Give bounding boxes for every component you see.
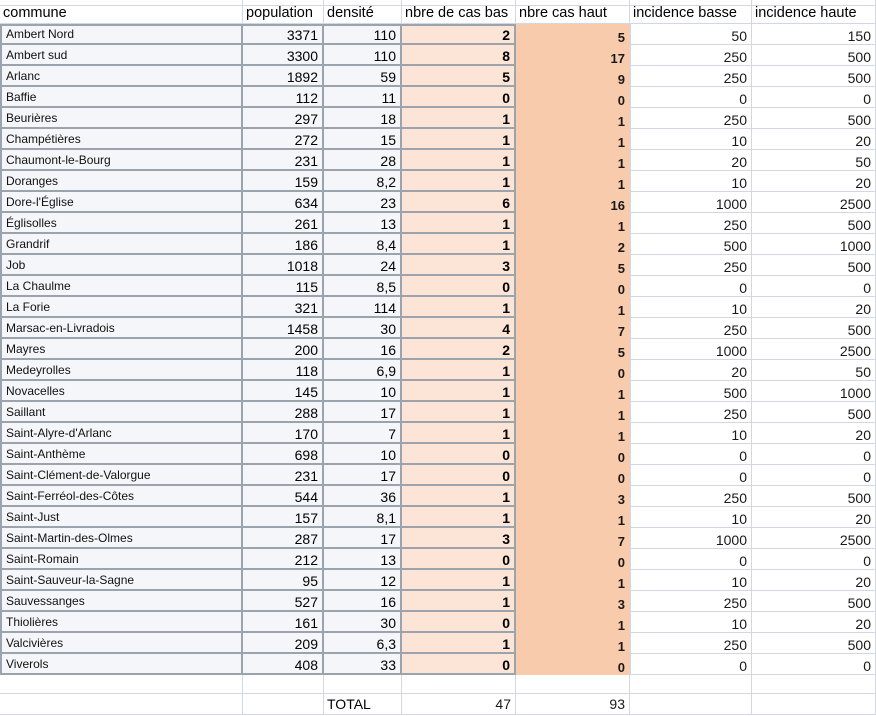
- cell-densite[interactable]: 114: [324, 297, 402, 318]
- cell-population[interactable]: 527: [243, 591, 324, 612]
- table-row: [0, 465, 876, 486]
- cell-densite[interactable]: 23: [324, 192, 402, 213]
- empty-cell[interactable]: [324, 675, 402, 694]
- cell-incidence-basse[interactable]: 250: [630, 66, 752, 87]
- cell-incidence-haute[interactable]: 20: [752, 612, 876, 633]
- cell-population[interactable]: 231: [243, 150, 324, 171]
- cell-incidence-haute[interactable]: 500: [752, 318, 876, 339]
- cell-incidence-haute[interactable]: 0: [752, 549, 876, 570]
- cell-densite[interactable]: 16: [324, 339, 402, 360]
- cell-densite[interactable]: 18: [324, 108, 402, 129]
- total-cas-haut[interactable]: 93: [516, 694, 630, 715]
- table-row: [0, 444, 876, 465]
- cell-incidence-haute[interactable]: 1000: [752, 234, 876, 255]
- cell-densite[interactable]: 8,2: [324, 171, 402, 192]
- cell-cas-bas[interactable]: 2: [402, 339, 516, 360]
- cell-cas-haut[interactable]: 1: [516, 570, 630, 591]
- total-cas-bas[interactable]: 47: [402, 694, 516, 715]
- table-row: [0, 423, 876, 444]
- cell-commune[interactable]: La Forie: [0, 297, 243, 318]
- cell-incidence-haute[interactable]: 20: [752, 423, 876, 444]
- cell-densite[interactable]: 7: [324, 423, 402, 444]
- cell-incidence-basse[interactable]: 250: [630, 318, 752, 339]
- cell-commune[interactable]: Medeyrolles: [0, 360, 243, 381]
- cell-densite[interactable]: 13: [324, 549, 402, 570]
- cell-incidence-basse[interactable]: 10: [630, 171, 752, 192]
- cell-incidence-basse[interactable]: 20: [630, 150, 752, 171]
- cell-cas-haut[interactable]: 1: [516, 108, 630, 129]
- cell-cas-bas[interactable]: 3: [402, 255, 516, 276]
- table-row: [0, 507, 876, 528]
- cell-densite[interactable]: 17: [324, 528, 402, 549]
- cell-cas-haut[interactable]: 1: [516, 213, 630, 234]
- cell-commune[interactable]: Ambert Nord: [0, 24, 243, 45]
- cell-incidence-basse[interactable]: 20: [630, 360, 752, 381]
- cell-cas-haut[interactable]: 3: [516, 591, 630, 612]
- total-label[interactable]: TOTAL: [324, 694, 402, 715]
- cell-population[interactable]: 3300: [243, 45, 324, 66]
- cell-cas-haut[interactable]: 3: [516, 486, 630, 507]
- cell-cas-haut[interactable]: 1: [516, 150, 630, 171]
- cell-commune[interactable]: Saint-Anthème: [0, 444, 243, 465]
- cell-cas-haut[interactable]: 5: [516, 339, 630, 360]
- cell-commune[interactable]: Job: [0, 255, 243, 276]
- cell-cas-haut[interactable]: 2: [516, 234, 630, 255]
- cell-cas-haut[interactable]: 0: [516, 360, 630, 381]
- cell-incidence-basse[interactable]: 250: [630, 633, 752, 654]
- column-header-cas-haut[interactable]: nbre cas haut: [516, 6, 630, 24]
- cell-population[interactable]: 212: [243, 549, 324, 570]
- cell-densite[interactable]: 6,3: [324, 633, 402, 654]
- column-header-commune[interactable]: commune: [0, 6, 243, 24]
- cell-cas-bas[interactable]: 1: [402, 213, 516, 234]
- cell-population[interactable]: 145: [243, 381, 324, 402]
- cell-incidence-haute[interactable]: 1000: [752, 381, 876, 402]
- cell-cas-haut[interactable]: 1: [516, 612, 630, 633]
- cell-incidence-haute[interactable]: 500: [752, 45, 876, 66]
- table-row: [0, 87, 876, 108]
- empty-cell[interactable]: [516, 675, 630, 694]
- cell-densite[interactable]: 30: [324, 318, 402, 339]
- cell-densite[interactable]: 17: [324, 465, 402, 486]
- cell-cas-haut[interactable]: 1: [516, 423, 630, 444]
- cell-commune[interactable]: Novacelles: [0, 381, 243, 402]
- cell-incidence-basse[interactable]: 0: [630, 87, 752, 108]
- cell-incidence-haute[interactable]: 500: [752, 213, 876, 234]
- cell-population[interactable]: 186: [243, 234, 324, 255]
- cell-commune[interactable]: Sauvessanges: [0, 591, 243, 612]
- cell-incidence-basse[interactable]: 50: [630, 24, 752, 45]
- cell-incidence-basse[interactable]: 250: [630, 486, 752, 507]
- table-row: [0, 549, 876, 570]
- cell-commune[interactable]: Beurières: [0, 108, 243, 129]
- cell-incidence-basse[interactable]: 250: [630, 45, 752, 66]
- cell-incidence-basse[interactable]: 1000: [630, 192, 752, 213]
- cell-incidence-basse[interactable]: 250: [630, 255, 752, 276]
- cell-densite[interactable]: 59: [324, 66, 402, 87]
- cell-incidence-haute[interactable]: 2500: [752, 339, 876, 360]
- empty-row: [0, 675, 876, 694]
- cell-commune[interactable]: Viverols: [0, 654, 243, 675]
- cell-population[interactable]: 408: [243, 654, 324, 675]
- cell-incidence-basse[interactable]: 500: [630, 234, 752, 255]
- cell-cas-haut[interactable]: 0: [516, 276, 630, 297]
- cell-incidence-haute[interactable]: 500: [752, 633, 876, 654]
- cell-incidence-basse[interactable]: 1000: [630, 528, 752, 549]
- cell-incidence-basse[interactable]: 10: [630, 570, 752, 591]
- cell-incidence-haute[interactable]: 20: [752, 171, 876, 192]
- table-row: [0, 171, 876, 192]
- cell-densite[interactable]: 16: [324, 591, 402, 612]
- cell-densite[interactable]: 12: [324, 570, 402, 591]
- cell-cas-bas[interactable]: 0: [402, 276, 516, 297]
- cell-cas-bas[interactable]: 2: [402, 24, 516, 45]
- cell-population[interactable]: 261: [243, 213, 324, 234]
- table-body: [0, 24, 876, 675]
- cell-cas-haut[interactable]: 0: [516, 549, 630, 570]
- cell-population[interactable]: 698: [243, 444, 324, 465]
- cell-population[interactable]: 95: [243, 570, 324, 591]
- empty-cell[interactable]: [0, 675, 243, 694]
- table-row: [0, 486, 876, 507]
- cell-cas-haut[interactable]: 7: [516, 318, 630, 339]
- cell-incidence-basse[interactable]: 10: [630, 423, 752, 444]
- cell-cas-haut[interactable]: 5: [516, 24, 630, 45]
- cell-commune[interactable]: Baffie: [0, 87, 243, 108]
- cell-commune[interactable]: Saint-Just: [0, 507, 243, 528]
- cell-incidence-basse[interactable]: 10: [630, 297, 752, 318]
- cell-incidence-basse[interactable]: 10: [630, 507, 752, 528]
- table-row: [0, 129, 876, 150]
- cell-densite[interactable]: 10: [324, 381, 402, 402]
- cell-commune[interactable]: Champétières: [0, 129, 243, 150]
- cell-densite[interactable]: 110: [324, 24, 402, 45]
- table-row: [0, 66, 876, 87]
- cell-population[interactable]: 170: [243, 423, 324, 444]
- cell-cas-bas[interactable]: 1: [402, 591, 516, 612]
- table-row: [0, 654, 876, 675]
- cell-cas-haut[interactable]: 7: [516, 528, 630, 549]
- cell-incidence-haute[interactable]: 0: [752, 465, 876, 486]
- cell-cas-bas[interactable]: 1: [402, 360, 516, 381]
- cell-densite[interactable]: 10: [324, 444, 402, 465]
- table-row: [0, 612, 876, 633]
- cell-population[interactable]: 1892: [243, 66, 324, 87]
- table-row: [0, 528, 876, 549]
- column-header-incidence-basse[interactable]: incidence basse: [630, 6, 752, 24]
- cell-incidence-haute[interactable]: 20: [752, 129, 876, 150]
- cell-commune[interactable]: Chaumont-le-Bourg: [0, 150, 243, 171]
- cell-incidence-haute[interactable]: 0: [752, 444, 876, 465]
- cell-cas-haut[interactable]: 17: [516, 45, 630, 66]
- cell-incidence-basse[interactable]: 250: [630, 108, 752, 129]
- cell-commune[interactable]: Saillant: [0, 402, 243, 423]
- cell-cas-haut[interactable]: 1: [516, 171, 630, 192]
- table-row: [0, 402, 876, 423]
- cell-commune[interactable]: Saint-Romain: [0, 549, 243, 570]
- cell-commune[interactable]: Saint-Sauveur-la-Sagne: [0, 570, 243, 591]
- table-row: [0, 234, 876, 255]
- column-header-densite[interactable]: densité: [324, 6, 402, 24]
- cell-cas-bas[interactable]: 0: [402, 87, 516, 108]
- cell-densite[interactable]: 6,9: [324, 360, 402, 381]
- cell-incidence-basse[interactable]: 0: [630, 444, 752, 465]
- cell-commune[interactable]: Dore-l'Église: [0, 192, 243, 213]
- table-row: [0, 339, 876, 360]
- cell-cas-haut[interactable]: 1: [516, 381, 630, 402]
- column-header-incidence-haute[interactable]: incidence haute: [752, 6, 876, 24]
- cell-commune[interactable]: Valcivières: [0, 633, 243, 654]
- table-row: [0, 381, 876, 402]
- cell-densite[interactable]: 33: [324, 654, 402, 675]
- cell-incidence-basse[interactable]: 1000: [630, 339, 752, 360]
- cell-population[interactable]: 287: [243, 528, 324, 549]
- cell-incidence-haute[interactable]: 50: [752, 150, 876, 171]
- table-row: [0, 24, 876, 45]
- cell-commune[interactable]: Églisolles: [0, 213, 243, 234]
- table-row: [0, 360, 876, 381]
- cell-incidence-basse[interactable]: 250: [630, 591, 752, 612]
- cell-population[interactable]: 118: [243, 360, 324, 381]
- cell-cas-bas[interactable]: 0: [402, 549, 516, 570]
- cell-cas-bas[interactable]: 5: [402, 66, 516, 87]
- cell-population[interactable]: 231: [243, 465, 324, 486]
- cell-densite[interactable]: 110: [324, 45, 402, 66]
- empty-cell[interactable]: [243, 675, 324, 694]
- cell-incidence-basse[interactable]: 250: [630, 402, 752, 423]
- cell-cas-haut[interactable]: 1: [516, 129, 630, 150]
- cell-population[interactable]: 1018: [243, 255, 324, 276]
- cell-cas-bas[interactable]: 1: [402, 402, 516, 423]
- table-row: [0, 192, 876, 213]
- empty-cell[interactable]: [243, 694, 324, 715]
- cell-cas-haut[interactable]: 9: [516, 66, 630, 87]
- empty-cell[interactable]: [0, 694, 243, 715]
- cell-incidence-basse[interactable]: 250: [630, 213, 752, 234]
- table-row: [0, 45, 876, 66]
- cell-incidence-haute[interactable]: 500: [752, 402, 876, 423]
- cell-incidence-haute[interactable]: 500: [752, 66, 876, 87]
- cell-population[interactable]: 157: [243, 507, 324, 528]
- cell-densite[interactable]: 8,5: [324, 276, 402, 297]
- empty-cell[interactable]: [402, 675, 516, 694]
- cell-incidence-haute[interactable]: 500: [752, 108, 876, 129]
- cell-cas-bas[interactable]: 1: [402, 171, 516, 192]
- cell-cas-haut[interactable]: 16: [516, 192, 630, 213]
- cell-population[interactable]: 321: [243, 297, 324, 318]
- cell-densite[interactable]: 15: [324, 129, 402, 150]
- empty-cell[interactable]: [752, 694, 876, 715]
- cell-incidence-haute[interactable]: 20: [752, 297, 876, 318]
- cell-incidence-haute[interactable]: 500: [752, 255, 876, 276]
- cell-cas-bas[interactable]: 1: [402, 486, 516, 507]
- cell-cas-bas[interactable]: 4: [402, 318, 516, 339]
- cell-cas-bas[interactable]: 1: [402, 234, 516, 255]
- cell-densite[interactable]: 11: [324, 87, 402, 108]
- cell-incidence-basse[interactable]: 0: [630, 276, 752, 297]
- cell-population[interactable]: 3371: [243, 24, 324, 45]
- cell-cas-haut[interactable]: 0: [516, 444, 630, 465]
- cell-cas-bas[interactable]: 8: [402, 45, 516, 66]
- cell-densite[interactable]: 13: [324, 213, 402, 234]
- cell-cas-bas[interactable]: 0: [402, 654, 516, 675]
- table-row: [0, 255, 876, 276]
- cell-population[interactable]: 200: [243, 339, 324, 360]
- cell-commune[interactable]: Saint-Ferréol-des-Côtes: [0, 486, 243, 507]
- cell-incidence-haute[interactable]: 150: [752, 24, 876, 45]
- cell-cas-bas[interactable]: 0: [402, 612, 516, 633]
- cell-commune[interactable]: Arlanc: [0, 66, 243, 87]
- cell-commune[interactable]: Grandrif: [0, 234, 243, 255]
- cell-incidence-basse[interactable]: 0: [630, 549, 752, 570]
- cell-commune[interactable]: Marsac-en-Livradois: [0, 318, 243, 339]
- cell-densite[interactable]: 36: [324, 486, 402, 507]
- cell-commune[interactable]: Thiolières: [0, 612, 243, 633]
- cell-cas-bas[interactable]: 1: [402, 108, 516, 129]
- table-row: [0, 297, 876, 318]
- cell-incidence-haute[interactable]: 500: [752, 591, 876, 612]
- cell-cas-haut[interactable]: 5: [516, 255, 630, 276]
- cell-incidence-haute[interactable]: 0: [752, 87, 876, 108]
- cell-cas-haut[interactable]: 1: [516, 297, 630, 318]
- cell-cas-haut[interactable]: 1: [516, 402, 630, 423]
- column-header-cas-bas[interactable]: nbre de cas bas: [402, 6, 516, 24]
- cell-commune[interactable]: Doranges: [0, 171, 243, 192]
- cell-incidence-haute[interactable]: 0: [752, 276, 876, 297]
- cell-population[interactable]: 544: [243, 486, 324, 507]
- empty-cell[interactable]: [630, 675, 752, 694]
- table-row: [0, 150, 876, 171]
- column-header-population[interactable]: population: [243, 6, 324, 24]
- cell-densite[interactable]: 28: [324, 150, 402, 171]
- cell-cas-bas[interactable]: 0: [402, 465, 516, 486]
- cell-cas-bas[interactable]: 0: [402, 444, 516, 465]
- cell-population[interactable]: 634: [243, 192, 324, 213]
- cell-population[interactable]: 297: [243, 108, 324, 129]
- cell-incidence-haute[interactable]: 20: [752, 570, 876, 591]
- empty-cell[interactable]: [752, 675, 876, 694]
- cell-cas-haut[interactable]: 1: [516, 633, 630, 654]
- cell-cas-bas[interactable]: 1: [402, 633, 516, 654]
- cell-densite[interactable]: 24: [324, 255, 402, 276]
- cell-incidence-haute[interactable]: 0: [752, 654, 876, 675]
- cell-cas-bas[interactable]: 1: [402, 150, 516, 171]
- cell-incidence-basse[interactable]: 10: [630, 129, 752, 150]
- cell-population[interactable]: 288: [243, 402, 324, 423]
- cell-commune[interactable]: Saint-Alyre-d'Arlanc: [0, 423, 243, 444]
- cell-cas-haut[interactable]: 1: [516, 507, 630, 528]
- table-row: [0, 108, 876, 129]
- cell-population[interactable]: 272: [243, 129, 324, 150]
- cell-incidence-haute[interactable]: 500: [752, 486, 876, 507]
- cell-densite[interactable]: 30: [324, 612, 402, 633]
- cell-incidence-basse[interactable]: 0: [630, 465, 752, 486]
- cell-cas-bas[interactable]: 1: [402, 129, 516, 150]
- cell-cas-haut[interactable]: 0: [516, 465, 630, 486]
- cell-population[interactable]: 161: [243, 612, 324, 633]
- cell-cas-bas[interactable]: 3: [402, 528, 516, 549]
- cell-commune[interactable]: La Chaulme: [0, 276, 243, 297]
- table-row: [0, 633, 876, 654]
- table-row: [0, 213, 876, 234]
- cell-incidence-haute[interactable]: 2500: [752, 528, 876, 549]
- cell-population[interactable]: 159: [243, 171, 324, 192]
- cell-incidence-basse[interactable]: 500: [630, 381, 752, 402]
- cell-densite[interactable]: 8,4: [324, 234, 402, 255]
- cell-commune[interactable]: Mayres: [0, 339, 243, 360]
- cell-population[interactable]: 1458: [243, 318, 324, 339]
- cell-cas-bas[interactable]: 1: [402, 507, 516, 528]
- cell-population[interactable]: 209: [243, 633, 324, 654]
- cell-cas-haut[interactable]: 0: [516, 654, 630, 675]
- cell-population[interactable]: 115: [243, 276, 324, 297]
- cell-cas-haut[interactable]: 0: [516, 87, 630, 108]
- cell-densite[interactable]: 8,1: [324, 507, 402, 528]
- cell-commune[interactable]: Saint-Martin-des-Olmes: [0, 528, 243, 549]
- table-row: [0, 276, 876, 297]
- header-row: [0, 6, 876, 24]
- cell-population[interactable]: 112: [243, 87, 324, 108]
- cell-cas-bas[interactable]: 1: [402, 297, 516, 318]
- cell-commune[interactable]: Ambert sud: [0, 45, 243, 66]
- cell-cas-bas[interactable]: 1: [402, 381, 516, 402]
- cell-incidence-basse[interactable]: 0: [630, 654, 752, 675]
- cell-commune[interactable]: Saint-Clément-de-Valorgue: [0, 465, 243, 486]
- cell-incidence-basse[interactable]: 10: [630, 612, 752, 633]
- table-row: [0, 591, 876, 612]
- cell-cas-bas[interactable]: 1: [402, 423, 516, 444]
- cell-incidence-haute[interactable]: 50: [752, 360, 876, 381]
- cell-incidence-haute[interactable]: 2500: [752, 192, 876, 213]
- cell-densite[interactable]: 17: [324, 402, 402, 423]
- table-row: [0, 318, 876, 339]
- cell-cas-bas[interactable]: 1: [402, 570, 516, 591]
- table-row: [0, 570, 876, 591]
- cell-incidence-haute[interactable]: 20: [752, 507, 876, 528]
- empty-cell[interactable]: [630, 694, 752, 715]
- cell-cas-bas[interactable]: 6: [402, 192, 516, 213]
- total-row: [0, 694, 876, 715]
